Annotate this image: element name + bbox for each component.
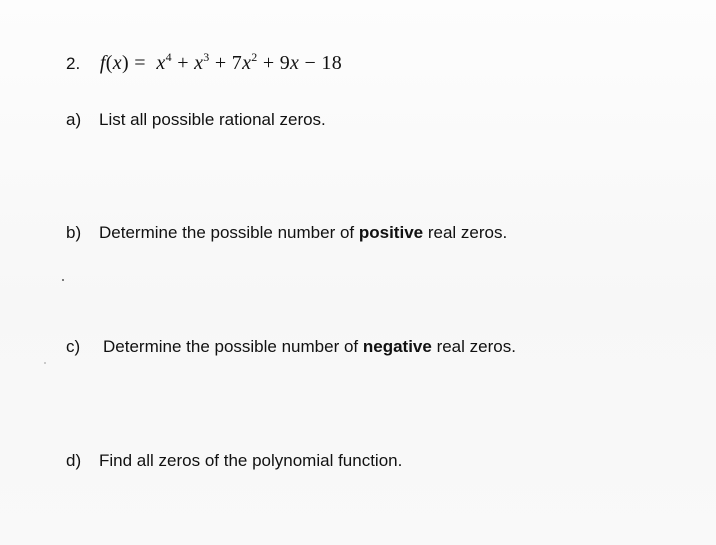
part-d-letter: d) (66, 451, 82, 470)
part-d (66, 451, 402, 471)
part-c-letter: c) (66, 337, 81, 356)
part-c-bold-word: negative (362, 337, 432, 356)
part-b-bold-word: positive (358, 223, 424, 242)
part-a (66, 110, 326, 130)
part-d-text: Find all zeros of the polynomial function. (99, 451, 403, 470)
problem-statement (66, 52, 342, 75)
part-b (66, 223, 507, 243)
part-b-letter: b) (66, 223, 82, 242)
problem-number: 2. (66, 54, 81, 73)
part-a-text: List all possible rational zeros. (99, 110, 326, 129)
part-c-text-pre: Determine the possible number of (103, 337, 363, 356)
paper-speck (44, 362, 46, 364)
part-b-text-post: real zeros. (423, 223, 508, 242)
part-b-text-pre: Determine the possible number of (99, 223, 359, 242)
paper-speck (62, 279, 64, 281)
part-c-text-post: real zeros. (431, 337, 516, 356)
polynomial-equation: $f(x) = x^4 + x^3 + 7x^2 + 9x - 18$ (99, 50, 343, 74)
part-c (66, 337, 516, 357)
part-a-letter: a) (66, 110, 82, 129)
